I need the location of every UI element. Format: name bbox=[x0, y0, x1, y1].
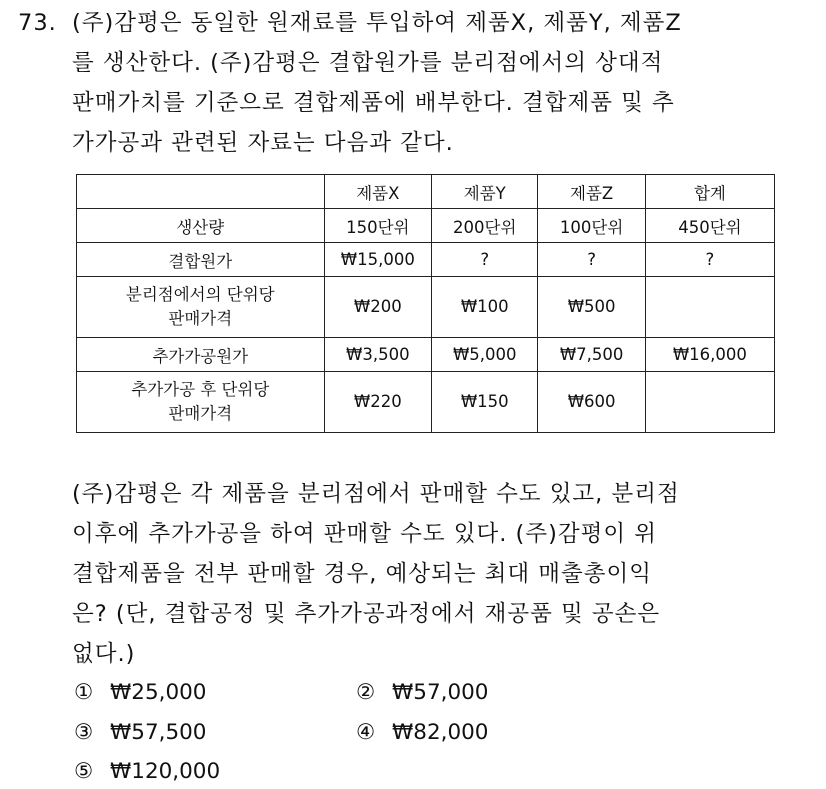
table-cell: ₩3,500 bbox=[324, 338, 432, 372]
question-line-4: 가가공과 관련된 자료는 다음과 같다. bbox=[72, 130, 454, 156]
question-line-3: 판매가치를 기준으로 결합제품에 배부한다. 결합제품 및 추 bbox=[72, 90, 675, 116]
body-line-5: 없다.) bbox=[72, 641, 136, 667]
answer-choice-2[interactable] bbox=[356, 682, 489, 704]
choice-number: ① bbox=[74, 680, 94, 705]
table-cell: ₩220 bbox=[324, 372, 432, 433]
table-cell: 150단위 bbox=[324, 209, 432, 243]
table-cell: ? bbox=[432, 243, 538, 277]
answer-choice-4[interactable] bbox=[356, 722, 489, 744]
answer-choice-1[interactable] bbox=[74, 682, 207, 704]
table-cell: ? bbox=[538, 243, 645, 277]
table-cell: 추가가공 후 단위당 판매가격 bbox=[77, 372, 325, 433]
body-line-4: 은? (단, 결합공정 및 추가가공과정에서 재공품 및 공손은 bbox=[72, 601, 661, 627]
table-row bbox=[77, 338, 775, 372]
choice-number: ② bbox=[356, 680, 376, 705]
table-cell bbox=[645, 372, 774, 433]
body-line-3: 결합제품을 전부 판매할 경우, 예상되는 최대 매출총이익 bbox=[72, 561, 652, 587]
choice-number: ⑤ bbox=[74, 759, 94, 784]
table-header-row bbox=[77, 175, 775, 209]
table-cell: ₩200 bbox=[324, 277, 432, 338]
table-cell: ₩16,000 bbox=[645, 338, 774, 372]
choice-value: ₩82,000 bbox=[392, 720, 489, 745]
table-row bbox=[77, 372, 775, 433]
question-number: 73. bbox=[18, 10, 57, 36]
table-cell: 100단위 bbox=[538, 209, 645, 243]
table-cell: ₩5,000 bbox=[432, 338, 538, 372]
table-cell: ₩600 bbox=[538, 372, 645, 433]
table-cell: 200단위 bbox=[432, 209, 538, 243]
table-cell: ₩7,500 bbox=[538, 338, 645, 372]
table-header-cell: 제품X bbox=[324, 175, 432, 209]
answer-choice-3[interactable] bbox=[74, 722, 207, 744]
choice-value: ₩25,000 bbox=[110, 680, 207, 705]
table-row bbox=[77, 243, 775, 277]
table-header-cell: 합계 bbox=[645, 175, 774, 209]
table-header-cell bbox=[77, 175, 325, 209]
choice-value: ₩57,000 bbox=[392, 680, 489, 705]
question-line-1: (주)감평은 동일한 원재료를 투입하여 제품X, 제품Y, 제품Z bbox=[72, 10, 682, 36]
choice-number: ③ bbox=[74, 720, 94, 745]
table-cell: 생산량 bbox=[77, 209, 325, 243]
table-header-cell: 제품Z bbox=[538, 175, 645, 209]
table-cell: 결합원가 bbox=[77, 243, 325, 277]
choice-value: ₩57,500 bbox=[110, 720, 207, 745]
choice-value: ₩120,000 bbox=[110, 759, 221, 784]
table-cell bbox=[645, 277, 774, 338]
answer-choice-5[interactable] bbox=[74, 761, 220, 783]
table-cell: 추가가공원가 bbox=[77, 338, 325, 372]
table-header-cell: 제품Y bbox=[432, 175, 538, 209]
body-line-1: (주)감평은 각 제품을 분리점에서 판매할 수도 있고, 분리점 bbox=[72, 481, 680, 507]
choice-number: ④ bbox=[356, 720, 376, 745]
table-cell: ₩150 bbox=[432, 372, 538, 433]
table-cell: ₩500 bbox=[538, 277, 645, 338]
table-row bbox=[77, 209, 775, 243]
body-line-2: 이후에 추가가공을 하여 판매할 수도 있다. (주)감평이 위 bbox=[72, 521, 657, 547]
table-cell: ? bbox=[645, 243, 774, 277]
table-cell: 분리점에서의 단위당 판매가격 bbox=[77, 277, 325, 338]
table-cell: ₩100 bbox=[432, 277, 538, 338]
product-data-table bbox=[76, 174, 775, 433]
question-line-2: 를 생산한다. (주)감평은 결합원가를 분리점에서의 상대적 bbox=[72, 50, 664, 76]
table-cell: 450단위 bbox=[645, 209, 774, 243]
table-cell: ₩15,000 bbox=[324, 243, 432, 277]
table-row bbox=[77, 277, 775, 338]
